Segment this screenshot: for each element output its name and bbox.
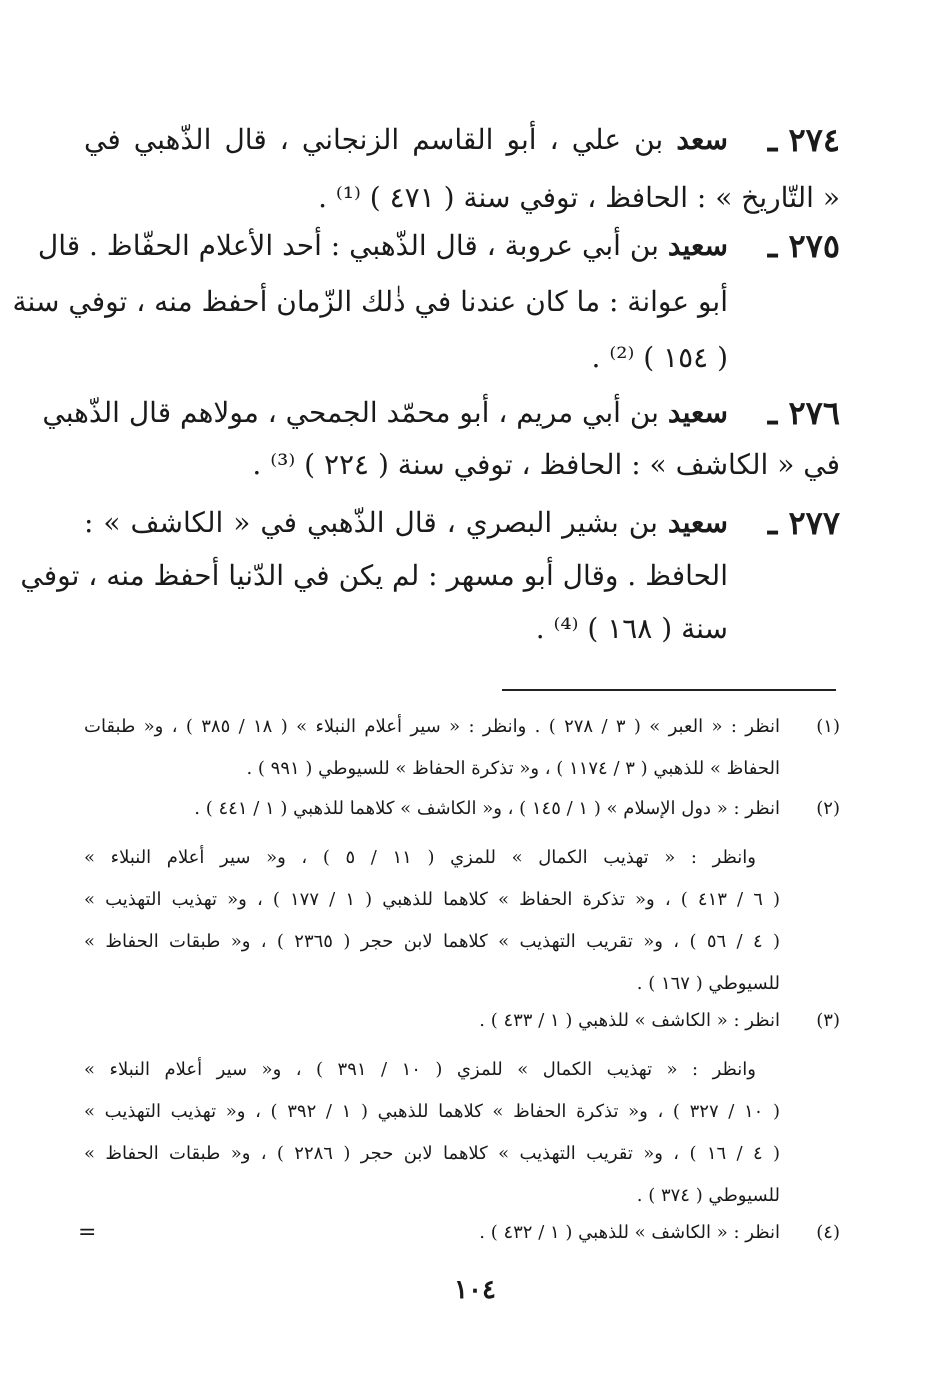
footnote-line: للسيوطي ( ١٦٧ ) .	[636, 973, 780, 994]
entry-line: سعد بن علي ، أبو القاسم الزنجاني ، قال الذّهبي في	[84, 123, 728, 156]
entry-line: سعيد بن أبي مريم ، أبو محمّد الجمحي ، مولاهم قال الذّهبي	[42, 396, 728, 429]
entry-number: ٢٧٦ ـ	[767, 394, 840, 432]
entry-line: الحافظ . وقال أبو مسهر : لم يكن في الدّنيا أحفظ منه ، توفي	[20, 559, 728, 592]
footnote-number: (١)	[816, 716, 840, 737]
footnote-separator	[502, 689, 836, 691]
footnote-line: ( ٤ / ١٦ ) ، و« تقريب التهذيب » كلاهما لابن حجر ( ٢٢٨٦ ) ، و« طبقات الحفاظ »	[84, 1143, 781, 1164]
entry-line: في « الكاشف » : الحافظ ، توفي سنة ( ٢٢٤ ) ⁽³⁾ .	[252, 448, 840, 481]
entry-line: سنة ( ١٦٨ ) ⁽⁴⁾ .	[535, 612, 728, 645]
footnote-line: ( ٤ / ٥٦ ) ، و« تقريب التهذيب » كلاهما لابن حجر ( ٢٣٦٥ ) ، و« طبقات الحفاظ »	[84, 931, 781, 952]
footnote-line: انظر : « الكاشف » للذهبي ( ١ / ٤٣٣ ) .	[479, 1010, 780, 1031]
footnote-number: (٣)	[816, 1010, 840, 1031]
footnote-line: ( ١٠ / ٣٢٧ ) ، و« تذكرة الحفاظ » كلاهما للذهبي ( ١ / ٣٩٢ ) ، و« تهذيب التهذيب »	[84, 1101, 781, 1122]
footnote-line: ( ٦ / ٤١٣ ) ، و« تذكرة الحفاظ » كلاهما للذهبي ( ١ / ١٧٧ ) ، و« تهذيب التهذيب »	[84, 889, 781, 910]
page-number: ١٠٤	[454, 1275, 496, 1305]
entry-number: ٢٧٤ ـ	[767, 121, 840, 159]
entry-line: ( ١٥٤ ) ⁽²⁾ .	[591, 341, 728, 374]
footnote-line: انظر : « الكاشف » للذهبي ( ١ / ٤٣٢ ) .	[479, 1222, 780, 1243]
entry-number: ٢٧٧ ـ	[767, 504, 840, 542]
entry-name: سعيد	[667, 396, 728, 429]
continuation-mark: =	[78, 1220, 97, 1245]
footnote-number: (٤)	[816, 1222, 840, 1243]
footnote-line: وانظر : « تهذيب الكمال » للمزي ( ١١ / ٥ ) ، و« سير أعلام النبلاء »	[84, 847, 756, 868]
entry-name: سعد	[676, 123, 728, 156]
entry-name: سعيد	[667, 229, 728, 262]
footnote-line: انظر : « دول الإسلام » ( ١ / ١٤٥ ) ، و« الكاشف » كلاهما للذهبي ( ١ / ٤٤١ ) .	[194, 798, 780, 819]
footnote-line: وانظر : « تهذيب الكمال » للمزي ( ١٠ / ٣٩١ ) ، و« سير أعلام النبلاء »	[84, 1059, 756, 1080]
entry-number: ٢٧٥ ـ	[767, 227, 840, 265]
entry-name: سعيد	[667, 506, 728, 539]
entry-line: « التّاريخ » : الحافظ ، توفي سنة ( ٤٧١ ) ⁽¹⁾ .	[318, 181, 840, 214]
footnote-line: انظر : « العبر » ( ٣ / ٢٧٨ ) . وانظر : « سير أعلام النبلاء » ( ١٨ / ٣٨٥ ) ، و« طبقات	[84, 716, 780, 737]
footnote-number: (٢)	[816, 798, 840, 819]
footnote-line: الحفاظ » للذهبي ( ٣ / ١١٧٤ ) ، و« تذكرة الحفاظ » للسيوطي ( ٩٩١ ) .	[246, 758, 780, 779]
entry-line: سعيد بن أبي عروبة ، قال الذّهبي : أحد الأعلام الحفّاظ . قال	[37, 229, 728, 262]
entry-line: سعيد بن بشير البصري ، قال الذّهبي في « الكاشف » :	[84, 506, 728, 539]
footnote-line: للسيوطي ( ٣٧٤ ) .	[636, 1185, 780, 1206]
entry-line: أبو عوانة : ما كان عندنا في ذٰلك الزّمان أحفظ منه ، توفي سنة	[12, 285, 728, 318]
